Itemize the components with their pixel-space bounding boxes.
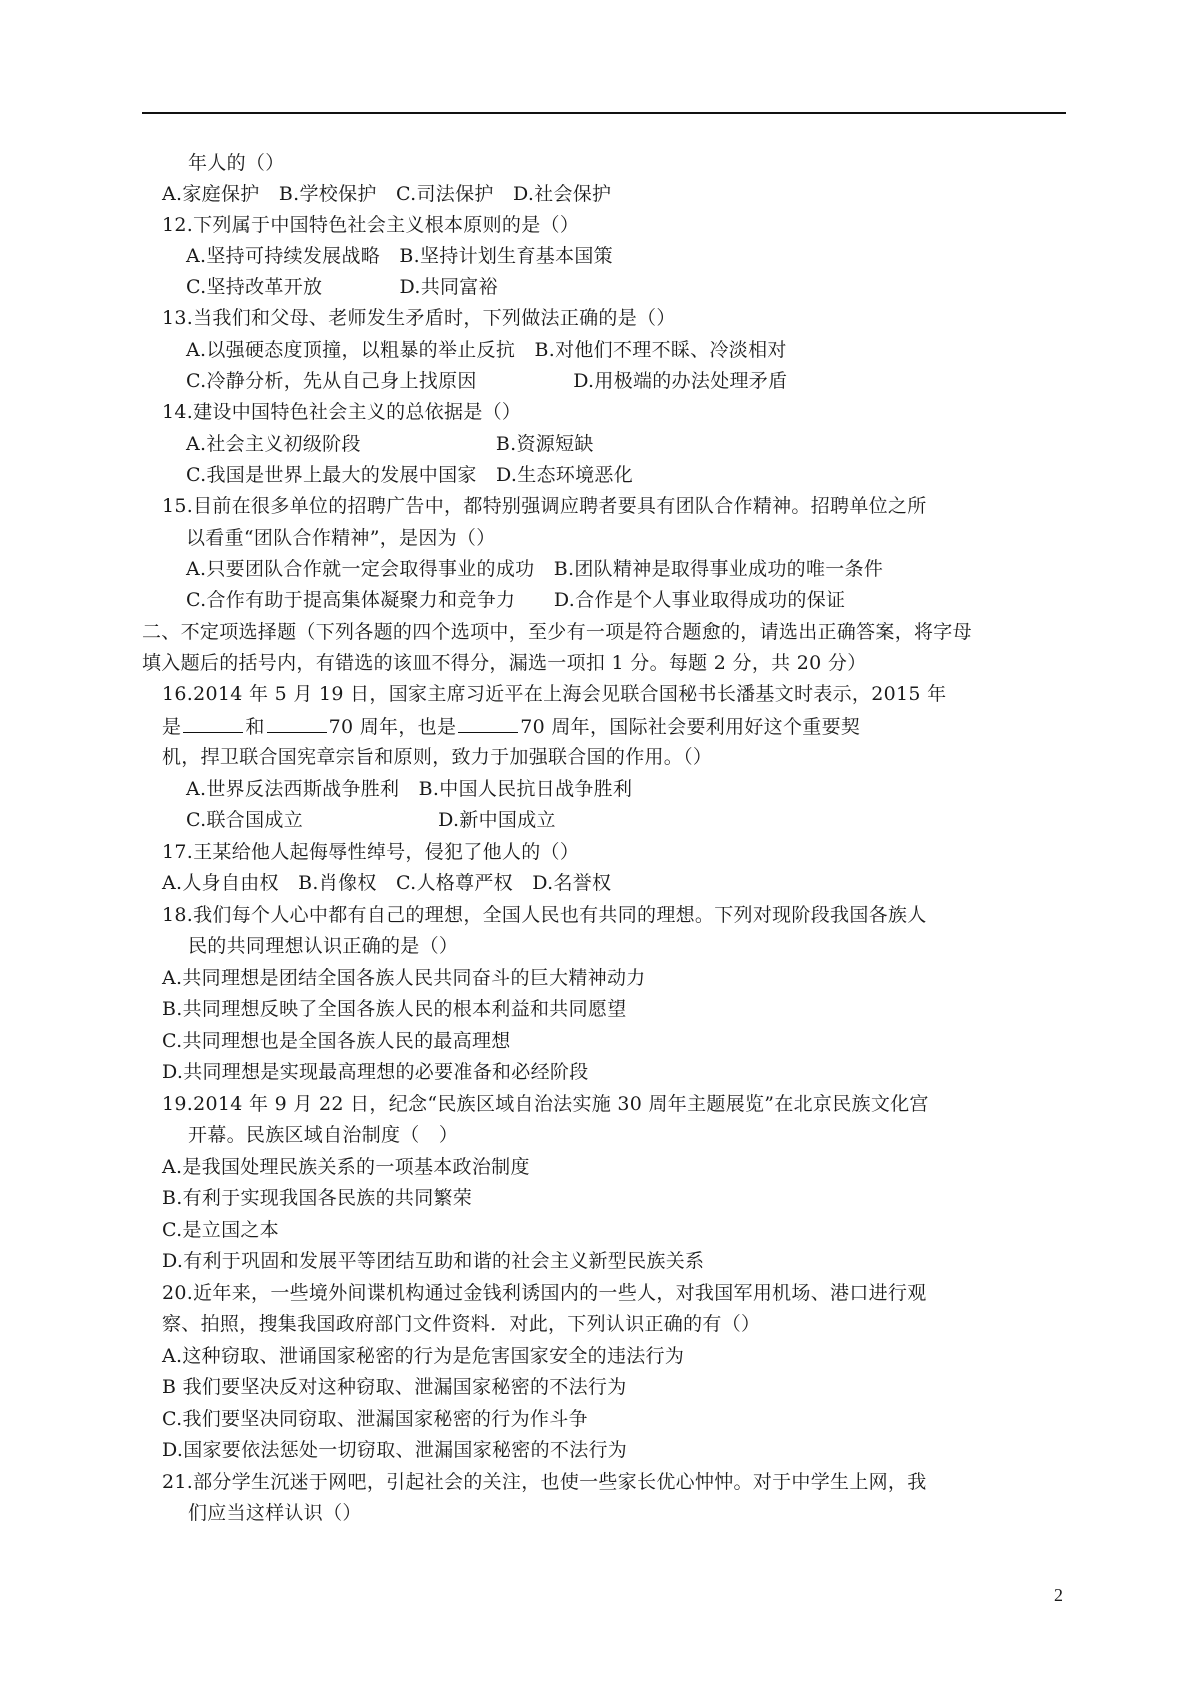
question-13: 13.当我们和父母、老师发生矛盾时，下列做法正确的是（） <box>162 307 676 329</box>
question-17: 17.王某给他人起侮辱性绰号，侵犯了他人的（） <box>162 841 580 863</box>
text-line: B 我们要坚决反对这种窃取、泄漏国家秘密的不法行为 <box>162 1376 627 1398</box>
text-line: C.合作有助于提高集体凝聚力和竞争力 D.合作是个人事业取得成功的保证 <box>186 589 846 611</box>
text-line: D.有利于巩固和发展平等团结互助和谐的社会主义新型民族关系 <box>162 1250 705 1272</box>
question-15: 15.目前在很多单位的招聘广告中，都特别强调应聘者要具有团队合作精神。招聘单位之所 <box>162 495 927 517</box>
section-heading: 填入题后的括号内，有错选的该皿不得分，漏选一项扣 1 分。每题 2 分，共 20 分） <box>142 652 867 674</box>
answer-blank <box>267 714 327 733</box>
q16-part4: 70 周年，国际社会要利用好这个重要契 <box>520 716 861 738</box>
text-line: C.坚持改革开放 D.共同富裕 <box>186 276 498 298</box>
text-line: 民的共同理想认识正确的是（） <box>188 935 459 957</box>
text-line: 们应当这样认识（） <box>188 1502 362 1524</box>
text-line: A.这种窃取、泄诵国家秘密的行为是危害国家安全的违法行为 <box>162 1345 685 1367</box>
header-rule <box>142 112 1066 114</box>
text-line: C.冷静分析，先从自己身上找原因 D.用极端的办法处理矛盾 <box>186 370 788 392</box>
text-line: A.是我国处理民族关系的一项基本政治制度 <box>162 1156 530 1178</box>
text-line: C.共同理想也是全国各族人民的最高理想 <box>162 1030 511 1052</box>
question-21: 21.部分学生沉迷于网吧，引起社会的关注，也使一些家长优心忡忡。对于中学生上网，我 <box>162 1471 927 1493</box>
text-line: C.我国是世界上最大的发展中国家 D.生态环境恶化 <box>186 464 633 486</box>
text-line: A.坚持可持续发展战略 B.坚持计划生育基本国策 <box>186 245 613 267</box>
text-line: A.世界反法西斯战争胜利 B.中国人民抗日战争胜利 <box>186 778 633 800</box>
text-line: A.以强硬态度顶撞，以粗暴的举止反抗 B.对他们不理不睬、冷淡相对 <box>186 339 787 361</box>
text-line: 机，捍卫联合国宪章宗旨和原则，致力于加强联合国的作用。（） <box>162 746 713 768</box>
text-line: 开幕。民族区域自治制度（ ） <box>188 1124 459 1146</box>
text-line: D.国家要依法惩处一切窃取、泄漏国家秘密的不法行为 <box>162 1439 628 1461</box>
q16-part1: 是 <box>162 716 182 738</box>
question-19: 19.2014 年 9 月 22 日，纪念“民族区域自治法实施 30 周年主题展览”在北京民族文化宫 <box>162 1093 929 1115</box>
text-line: B.共同理想反映了全国各族人民的根本利益和共同愿望 <box>162 998 627 1020</box>
text-line: A.家庭保护 B.学校保护 C.司法保护 D.社会保护 <box>162 183 612 205</box>
text-line-with-blanks <box>162 714 860 739</box>
text-line: C.是立国之本 <box>162 1219 280 1241</box>
answer-blank <box>458 714 518 733</box>
question-14: 14.建设中国特色社会主义的总依据是（） <box>162 401 522 423</box>
text-line: C.我们要坚决同窃取、泄漏国家秘密的行为作斗争 <box>162 1408 588 1430</box>
text-line: A.共同理想是团结全国各族人民共同奋斗的巨大精神动力 <box>162 967 646 989</box>
text-line: D.共同理想是实现最高理想的必要准备和必经阶段 <box>162 1061 589 1083</box>
text-line: 以看重“团队合作精神”，是因为（） <box>186 527 496 549</box>
text-line: A.人身自由权 B.肖像权 C.人格尊严权 D.名誉权 <box>162 872 612 894</box>
question-20: 20.近年来，一些境外间谍机构通过金钱利诱国内的一些人，对我国军用机场、港口进行观 <box>162 1282 927 1304</box>
text-line: A.只要团队合作就一定会取得事业的成功 B.团队精神是取得事业成功的唯一条件 <box>186 558 884 580</box>
section-heading: 二、不定项选择题（下列各题的四个选项中，至少有一项是符合题愈的，请选出正确答案，将字母 <box>142 621 972 643</box>
q16-part3: 70 周年，也是 <box>328 716 457 738</box>
question-18: 18.我们每个人心中都有自己的理想，全国人民也有共同的理想。下列对现阶段我国各族人 <box>162 904 927 926</box>
question-16: 16.2014 年 5 月 19 日，国家主席习近平在上海会见联合国秘书长潘基文时表示，2015 年 <box>162 683 947 705</box>
text-line: C.联合国成立 D.新中国成立 <box>186 809 556 831</box>
answer-blank <box>183 714 243 733</box>
q16-part2: 和 <box>245 716 265 738</box>
page-number: 2 <box>1054 1585 1063 1605</box>
question-12: 12.下列属于中国特色社会主义根本原则的是（） <box>162 214 580 236</box>
text-line: 年人的（） <box>188 152 285 174</box>
text-line: A.社会主义初级阶段 B.资源短缺 <box>186 433 594 455</box>
text-line: 察、拍照，搜集我国政府部门文件资料．对此，下列认识正确的有（） <box>162 1313 761 1335</box>
text-line: B.有利于实现我国各民族的共同繁荣 <box>162 1187 473 1209</box>
